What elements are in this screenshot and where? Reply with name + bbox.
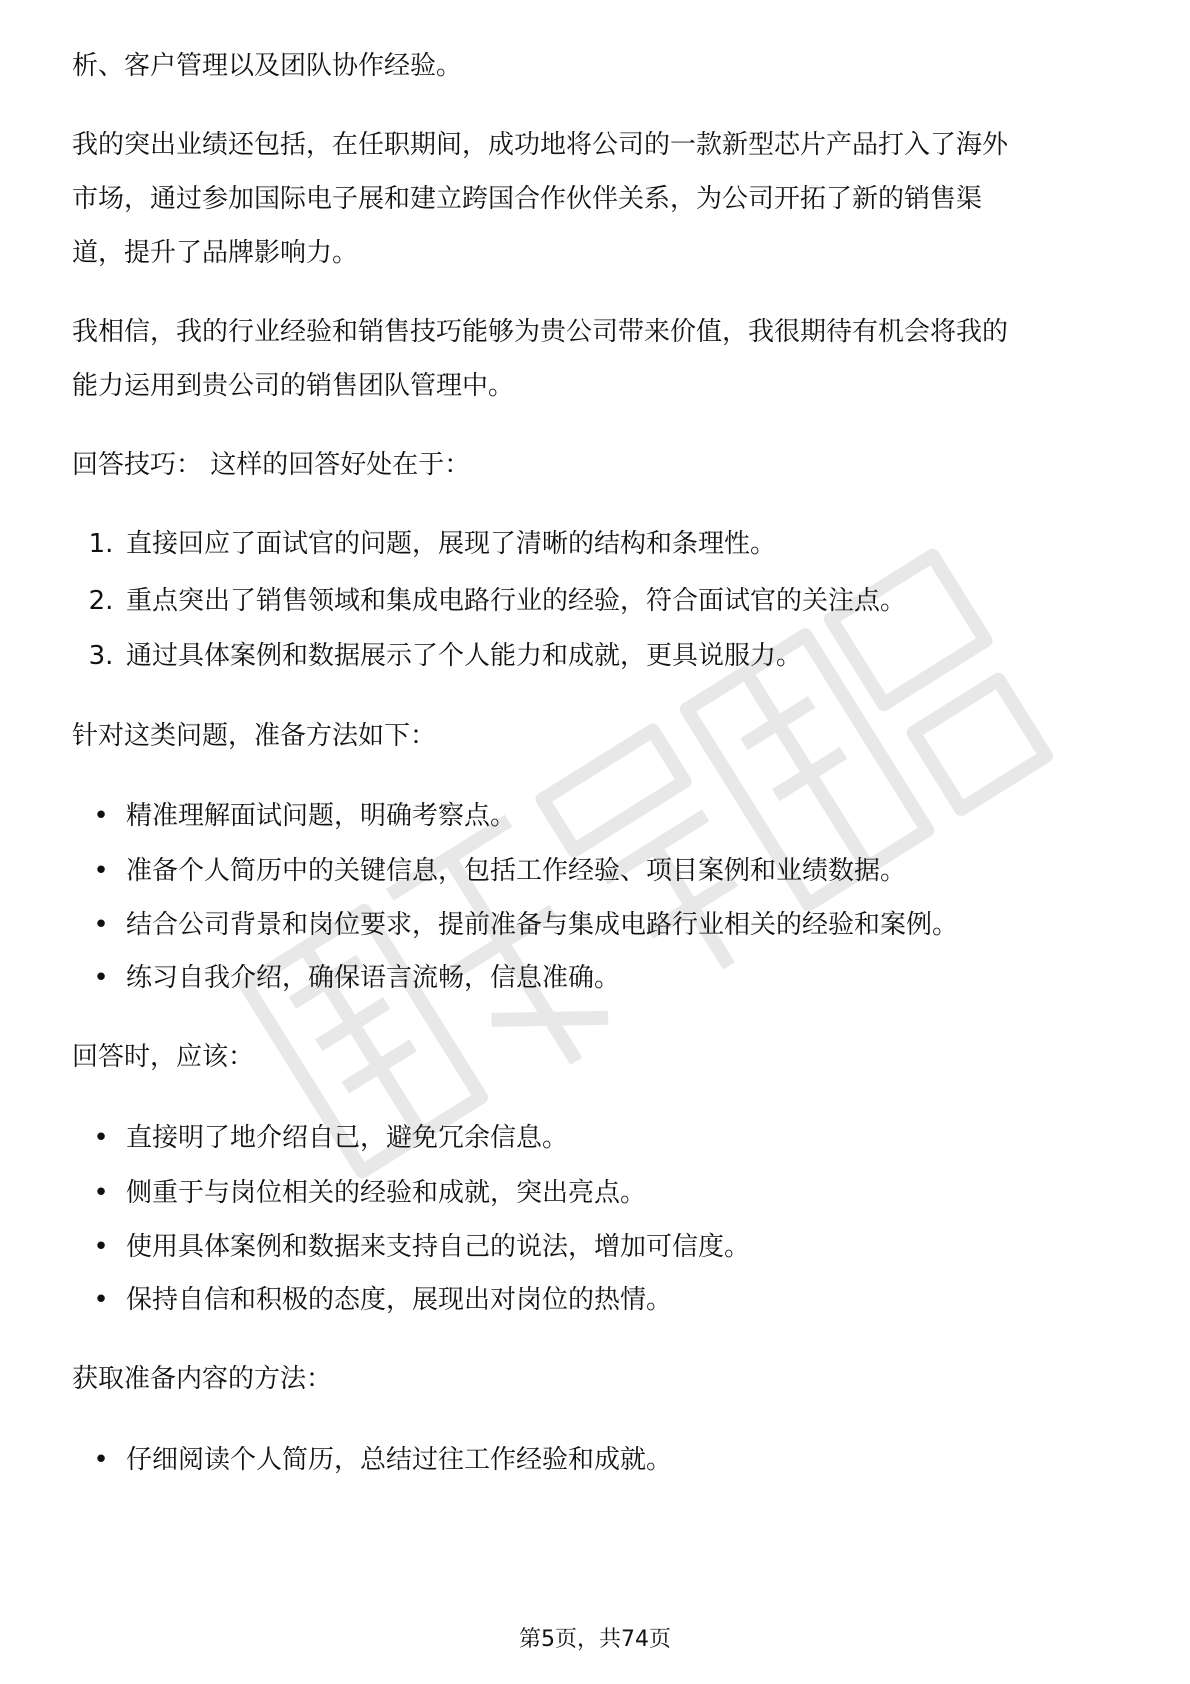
page-number: 第5页，共74页 bbox=[519, 1627, 671, 1652]
section-heading-when: 回答时，应该： bbox=[72, 1042, 255, 1072]
list-item-text: 重点突出了销售领域和集成电路行业的经验，符合面试官的关注点。 bbox=[126, 586, 907, 616]
paragraph-line: 道，提升了品牌影响力。 bbox=[72, 238, 359, 268]
list-number: 3. bbox=[88, 641, 114, 671]
list-item-text: 结合公司背景和岗位要求，提前准备与集成电路行业相关的经验和案例。 bbox=[126, 910, 959, 940]
paragraph-line: 我相信，我的行业经验和销售技巧能够为贵公司带来价值，我很期待有机会将我的 bbox=[72, 317, 1009, 347]
bullet: • bbox=[93, 1285, 109, 1315]
list-item-text: 练习自我介绍，确保语言流畅，信息准确。 bbox=[126, 963, 621, 993]
list-item-text: 使用具体案例和数据来支持自己的说法，增加可信度。 bbox=[126, 1232, 751, 1262]
bullet: • bbox=[93, 801, 109, 831]
bullet: • bbox=[93, 910, 109, 940]
section-heading-tips: 回答技巧： 这样的回答好处在于： bbox=[72, 450, 471, 480]
bullet: • bbox=[93, 963, 109, 993]
list-item-text: 侧重于与岗位相关的经验和成就，突出亮点。 bbox=[126, 1178, 647, 1208]
bullet: • bbox=[93, 1445, 109, 1475]
list-item-text: 准备个人简历中的关键信息，包括工作经验、项目案例和业绩数据。 bbox=[126, 856, 907, 886]
list-number: 1. bbox=[88, 529, 114, 559]
bullet: • bbox=[93, 1232, 109, 1262]
paragraph-line: 能力运用到贵公司的销售团队管理中。 bbox=[72, 371, 515, 401]
list-item-text: 保持自信和积极的态度，展现出对岗位的热情。 bbox=[126, 1285, 673, 1315]
list-item-text: 精准理解面试问题，明确考察点。 bbox=[126, 801, 517, 831]
list-item-text: 直接明了地介绍自己，避免冗余信息。 bbox=[126, 1123, 569, 1153]
list-number: 2. bbox=[88, 586, 114, 616]
bullet: • bbox=[93, 1123, 109, 1153]
list-item-text: 仔细阅读个人简历，总结过往工作经验和成就。 bbox=[126, 1445, 673, 1475]
paragraph-line: 析、客户管理以及团队协作经验。 bbox=[72, 51, 463, 81]
section-heading-prep: 针对这类问题，准备方法如下： bbox=[72, 721, 437, 751]
paragraph-line: 市场，通过参加国际电子展和建立跨国合作伙伴关系，为公司开拓了新的销售渠 bbox=[72, 184, 983, 214]
paragraph-line: 我的突出业绩还包括，在任职期间，成功地将公司的一款新型芯片产品打入了海外 bbox=[72, 130, 1009, 160]
section-heading-get: 获取准备内容的方法： bbox=[72, 1364, 333, 1394]
list-item-text: 通过具体案例和数据展示了个人能力和成就，更具说服力。 bbox=[126, 641, 803, 671]
bullet: • bbox=[93, 1178, 109, 1208]
list-item-text: 直接回应了面试官的问题，展现了清晰的结构和条理性。 bbox=[126, 529, 777, 559]
bullet: • bbox=[93, 856, 109, 886]
